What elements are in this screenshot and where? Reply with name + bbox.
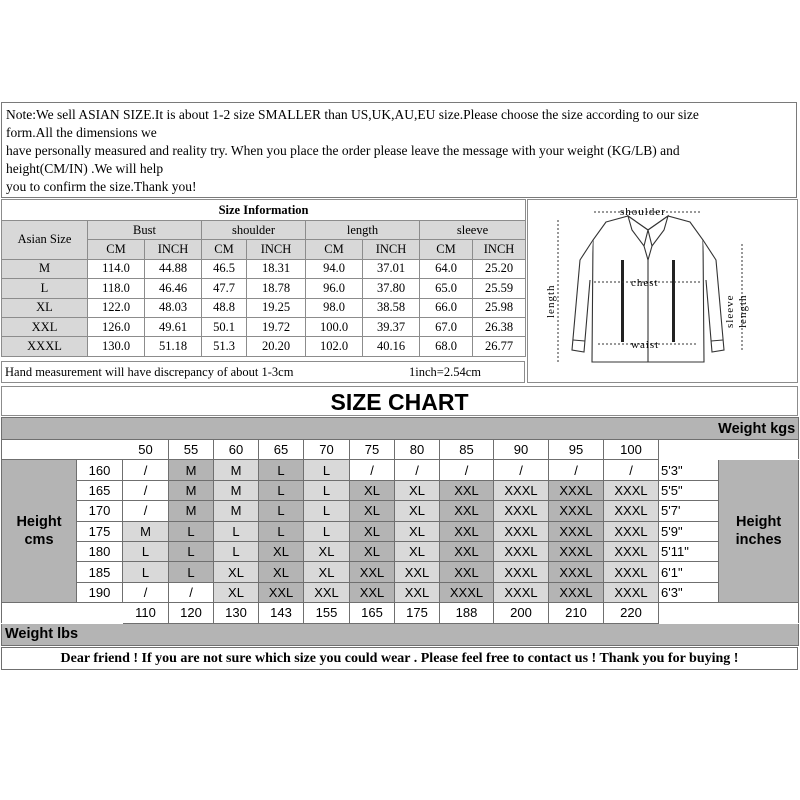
- size-cell: XL: [395, 501, 440, 521]
- blank-cell: [2, 440, 123, 460]
- height-row: [2, 460, 799, 480]
- measurement-cell: 98.0: [306, 298, 363, 317]
- unit-header: CM: [88, 240, 145, 259]
- kg-value: 85: [440, 440, 494, 460]
- note-line: height(CM/IN) .We will help: [6, 161, 164, 176]
- size-cell: M: [169, 480, 214, 500]
- kg-value: 55: [169, 440, 214, 460]
- note-line: you to confirm the size.Thank you!: [6, 179, 197, 194]
- unit-header: INCH: [363, 240, 420, 259]
- size-cell: M: [169, 460, 214, 480]
- size-cell: XXXL: [549, 582, 604, 602]
- size-cell: /: [123, 480, 169, 500]
- kg-row: [2, 440, 799, 460]
- size-cell: XXXL: [604, 541, 659, 561]
- height-inch-value: 5'5": [659, 480, 719, 500]
- size-cell: XXXL: [549, 541, 604, 561]
- shoulder-header: shoulder: [202, 221, 306, 240]
- size-cell: XXXL: [604, 521, 659, 541]
- size-information-table: [1, 199, 526, 357]
- height-row: [2, 541, 799, 561]
- measurement-cell: 25.20: [473, 259, 526, 278]
- measurement-cell: 25.98: [473, 298, 526, 317]
- shoulder-label: shoulder: [620, 206, 666, 218]
- size-cell: XL: [259, 562, 304, 582]
- measurement-footnote: [1, 361, 525, 383]
- size-cell: /: [350, 460, 395, 480]
- size-information-title: Size Information: [2, 200, 526, 221]
- asian-size-header: Asian Size: [2, 221, 88, 260]
- kg-value: 90: [494, 440, 549, 460]
- height-inch-value: 5'7': [659, 501, 719, 521]
- weight-lbs-footer: Weight lbs: [2, 623, 799, 645]
- size-cell: L: [259, 480, 304, 500]
- placket-left-stripe: [621, 260, 624, 342]
- kg-value: 70: [304, 440, 350, 460]
- size-info-row: [2, 337, 526, 356]
- measurement-cell: 50.1: [202, 317, 247, 336]
- shirt-measurement-diagram: [527, 199, 798, 383]
- measurement-cell: 20.20: [247, 337, 306, 356]
- lbs-value: 120: [169, 603, 214, 623]
- blank-cell: [659, 603, 799, 623]
- measurement-cell: 46.5: [202, 259, 247, 278]
- size-cell: /: [549, 460, 604, 480]
- size-cell: XXXL: [494, 501, 549, 521]
- size-chart-title: SIZE CHART: [1, 386, 798, 416]
- height-inch-value: 5'9": [659, 521, 719, 541]
- size-note: [1, 102, 797, 198]
- measurement-cell: 48.8: [202, 298, 247, 317]
- size-cell: XXL: [350, 562, 395, 582]
- size-cell: XXL: [440, 501, 494, 521]
- kg-value: 75: [350, 440, 395, 460]
- sleeve-header: sleeve: [420, 221, 526, 240]
- size-cell: XXXL: [549, 521, 604, 541]
- size-label: M: [2, 259, 88, 278]
- size-cell: XL: [304, 541, 350, 561]
- measurement-cell: 126.0: [88, 317, 145, 336]
- height-cm-value: 170: [77, 501, 123, 521]
- size-cell: XL: [259, 541, 304, 561]
- measurement-cell: 102.0: [306, 337, 363, 356]
- height-cm-value: 175: [77, 521, 123, 541]
- size-cell: L: [304, 521, 350, 541]
- sleeve-label: sleeve: [724, 294, 736, 328]
- height-cm-value: 180: [77, 541, 123, 561]
- size-label: XXL: [2, 317, 88, 336]
- size-cell: XL: [350, 541, 395, 561]
- height-row: [2, 501, 799, 521]
- height-row: [2, 480, 799, 500]
- size-cell: L: [259, 460, 304, 480]
- kg-value: 80: [395, 440, 440, 460]
- size-cell: XXL: [395, 562, 440, 582]
- size-cell: XXXL: [440, 582, 494, 602]
- height-row: [2, 582, 799, 602]
- measurement-cell: 114.0: [88, 259, 145, 278]
- size-cell: XXXL: [494, 562, 549, 582]
- size-cell: L: [169, 521, 214, 541]
- height-inch-value: 5'3": [659, 460, 719, 480]
- size-cell: XXXL: [494, 521, 549, 541]
- size-cell: /: [123, 501, 169, 521]
- size-cell: XL: [350, 480, 395, 500]
- measurement-cell: 26.38: [473, 317, 526, 336]
- weight-kgs-header: Weight kgs: [2, 418, 799, 440]
- measurement-cell: 96.0: [306, 279, 363, 298]
- lbs-value: 130: [214, 603, 259, 623]
- size-cell: /: [604, 460, 659, 480]
- size-cell: XL: [304, 562, 350, 582]
- size-info-row: [2, 298, 526, 317]
- measurement-cell: 46.46: [145, 279, 202, 298]
- sleeve-length-label: length: [737, 294, 749, 328]
- size-cell: XL: [350, 501, 395, 521]
- height-inch-value: 5'11": [659, 541, 719, 561]
- unit-header: INCH: [145, 240, 202, 259]
- size-cell: XL: [350, 521, 395, 541]
- kg-value: 60: [214, 440, 259, 460]
- size-cell: /: [494, 460, 549, 480]
- size-cell: XXXL: [549, 501, 604, 521]
- height-inches-label: Height inches: [719, 460, 799, 603]
- size-cell: /: [169, 582, 214, 602]
- lbs-value: 210: [549, 603, 604, 623]
- size-cell: L: [214, 521, 259, 541]
- height-inch-value: 6'3": [659, 582, 719, 602]
- unit-header: INCH: [473, 240, 526, 259]
- bust-header: Bust: [88, 221, 202, 240]
- size-cell: /: [123, 582, 169, 602]
- measurement-cell: 68.0: [420, 337, 473, 356]
- measurement-cell: 64.0: [420, 259, 473, 278]
- size-cell: M: [169, 501, 214, 521]
- lbs-value: 110: [123, 603, 169, 623]
- size-cell: L: [304, 460, 350, 480]
- lbs-value: 155: [304, 603, 350, 623]
- measurement-cell: 37.80: [363, 279, 420, 298]
- size-cell: XL: [214, 562, 259, 582]
- size-cell: XXL: [440, 541, 494, 561]
- height-cm-value: 165: [77, 480, 123, 500]
- measurement-cell: 39.37: [363, 317, 420, 336]
- measurement-cell: 100.0: [306, 317, 363, 336]
- chest-label: chest: [631, 277, 659, 289]
- kg-value: 65: [259, 440, 304, 460]
- size-cell: XL: [395, 541, 440, 561]
- size-cell: L: [259, 501, 304, 521]
- measurement-cell: 40.16: [363, 337, 420, 356]
- unit-header: INCH: [247, 240, 306, 259]
- measurement-cell: 118.0: [88, 279, 145, 298]
- size-cell: XL: [395, 521, 440, 541]
- size-cell: XL: [395, 480, 440, 500]
- size-cell: M: [123, 521, 169, 541]
- size-information-rows: [2, 259, 526, 356]
- size-cell: L: [304, 501, 350, 521]
- height-cm-value: 190: [77, 582, 123, 602]
- unit-header: CM: [202, 240, 247, 259]
- measurement-cell: 26.77: [473, 337, 526, 356]
- shirt-illustration: [528, 200, 797, 382]
- measurement-cell: 44.88: [145, 259, 202, 278]
- size-cell: L: [259, 521, 304, 541]
- size-cell: XXXL: [604, 562, 659, 582]
- blank-cell: [659, 440, 799, 460]
- measurement-cell: 18.78: [247, 279, 306, 298]
- measurement-cell: 122.0: [88, 298, 145, 317]
- lbs-value: 143: [259, 603, 304, 623]
- size-info-row: [2, 317, 526, 336]
- kg-value: 95: [549, 440, 604, 460]
- size-cell: XXL: [350, 582, 395, 602]
- measurement-cell: 18.31: [247, 259, 306, 278]
- size-cell: XXXL: [549, 480, 604, 500]
- measurement-cell: 65.0: [420, 279, 473, 298]
- closing-message: Dear friend ! If you are not sure which size you could wear . Please feel free to contact us ! Thank you for buying !: [1, 647, 798, 670]
- size-cell: /: [395, 460, 440, 480]
- lbs-row: [2, 603, 799, 623]
- size-cell: XXL: [259, 582, 304, 602]
- note-line: Note:We sell ASIAN SIZE.It is about 1-2 size SMALLER than US,UK,AU,EU size.Please choose the size according to our size: [6, 107, 699, 122]
- conversion-text: 1inch=2.54cm: [409, 365, 481, 379]
- size-cell: XXXL: [549, 562, 604, 582]
- size-cell: XXL: [395, 582, 440, 602]
- measurement-cell: 19.25: [247, 298, 306, 317]
- size-info-row: [2, 279, 526, 298]
- kg-value: 100: [604, 440, 659, 460]
- size-info-row: [2, 259, 526, 278]
- size-cell: XXL: [440, 562, 494, 582]
- measurement-cell: 47.7: [202, 279, 247, 298]
- note-line: have personally measured and reality try. When you place the order please leave the message with your weight (KG/LB) and: [6, 143, 680, 158]
- height-row: [2, 521, 799, 541]
- size-chart-rows: [2, 460, 799, 603]
- height-inch-value: 6'1": [659, 562, 719, 582]
- measurement-cell: 48.03: [145, 298, 202, 317]
- size-label: XXXL: [2, 337, 88, 356]
- measurement-cell: 51.18: [145, 337, 202, 356]
- size-label: XL: [2, 298, 88, 317]
- size-cell: /: [123, 460, 169, 480]
- size-cell: XL: [214, 582, 259, 602]
- height-cm-value: 185: [77, 562, 123, 582]
- waist-label: waist: [631, 339, 660, 351]
- height-cm-value: 160: [77, 460, 123, 480]
- measurement-cell: 37.01: [363, 259, 420, 278]
- placket-right-stripe: [672, 260, 675, 342]
- size-cell: M: [214, 460, 259, 480]
- size-cell: XXXL: [604, 501, 659, 521]
- measurement-cell: 49.61: [145, 317, 202, 336]
- measurement-cell: 19.72: [247, 317, 306, 336]
- size-cell: L: [123, 562, 169, 582]
- measurement-cell: 38.58: [363, 298, 420, 317]
- note-line: form.All the dimensions we: [6, 125, 157, 140]
- size-cell: XXXL: [604, 582, 659, 602]
- size-cell: XXXL: [604, 480, 659, 500]
- lbs-value: 220: [604, 603, 659, 623]
- unit-header: CM: [306, 240, 363, 259]
- size-cell: /: [440, 460, 494, 480]
- size-cell: XXXL: [494, 582, 549, 602]
- measurement-cell: 94.0: [306, 259, 363, 278]
- size-cell: L: [169, 562, 214, 582]
- size-cell: XXL: [440, 480, 494, 500]
- blank-cell: [2, 603, 123, 623]
- size-cell: L: [304, 480, 350, 500]
- size-cell: XXL: [440, 521, 494, 541]
- lbs-value: 200: [494, 603, 549, 623]
- size-label: L: [2, 279, 88, 298]
- measurement-cell: 25.59: [473, 279, 526, 298]
- kg-value: 50: [123, 440, 169, 460]
- size-cell: M: [214, 480, 259, 500]
- length-header: length: [306, 221, 420, 240]
- lbs-value: 165: [350, 603, 395, 623]
- length-label: length: [545, 284, 557, 318]
- measurement-cell: 130.0: [88, 337, 145, 356]
- size-cell: L: [214, 541, 259, 561]
- size-cell: XXL: [304, 582, 350, 602]
- discrepancy-text: Hand measurement will have discrepancy of about 1-3cm: [5, 365, 294, 379]
- size-cell: XXXL: [494, 541, 549, 561]
- size-cell: L: [123, 541, 169, 561]
- unit-header: CM: [420, 240, 473, 259]
- size-chart-grid: [1, 417, 799, 646]
- size-cell: XXXL: [494, 480, 549, 500]
- measurement-cell: 66.0: [420, 298, 473, 317]
- lbs-value: 175: [395, 603, 440, 623]
- measurement-cell: 67.0: [420, 317, 473, 336]
- height-cms-label: Height cms: [2, 460, 77, 603]
- measurement-cell: 51.3: [202, 337, 247, 356]
- lbs-value: 188: [440, 603, 494, 623]
- height-row: [2, 562, 799, 582]
- size-cell: L: [169, 541, 214, 561]
- size-cell: M: [214, 501, 259, 521]
